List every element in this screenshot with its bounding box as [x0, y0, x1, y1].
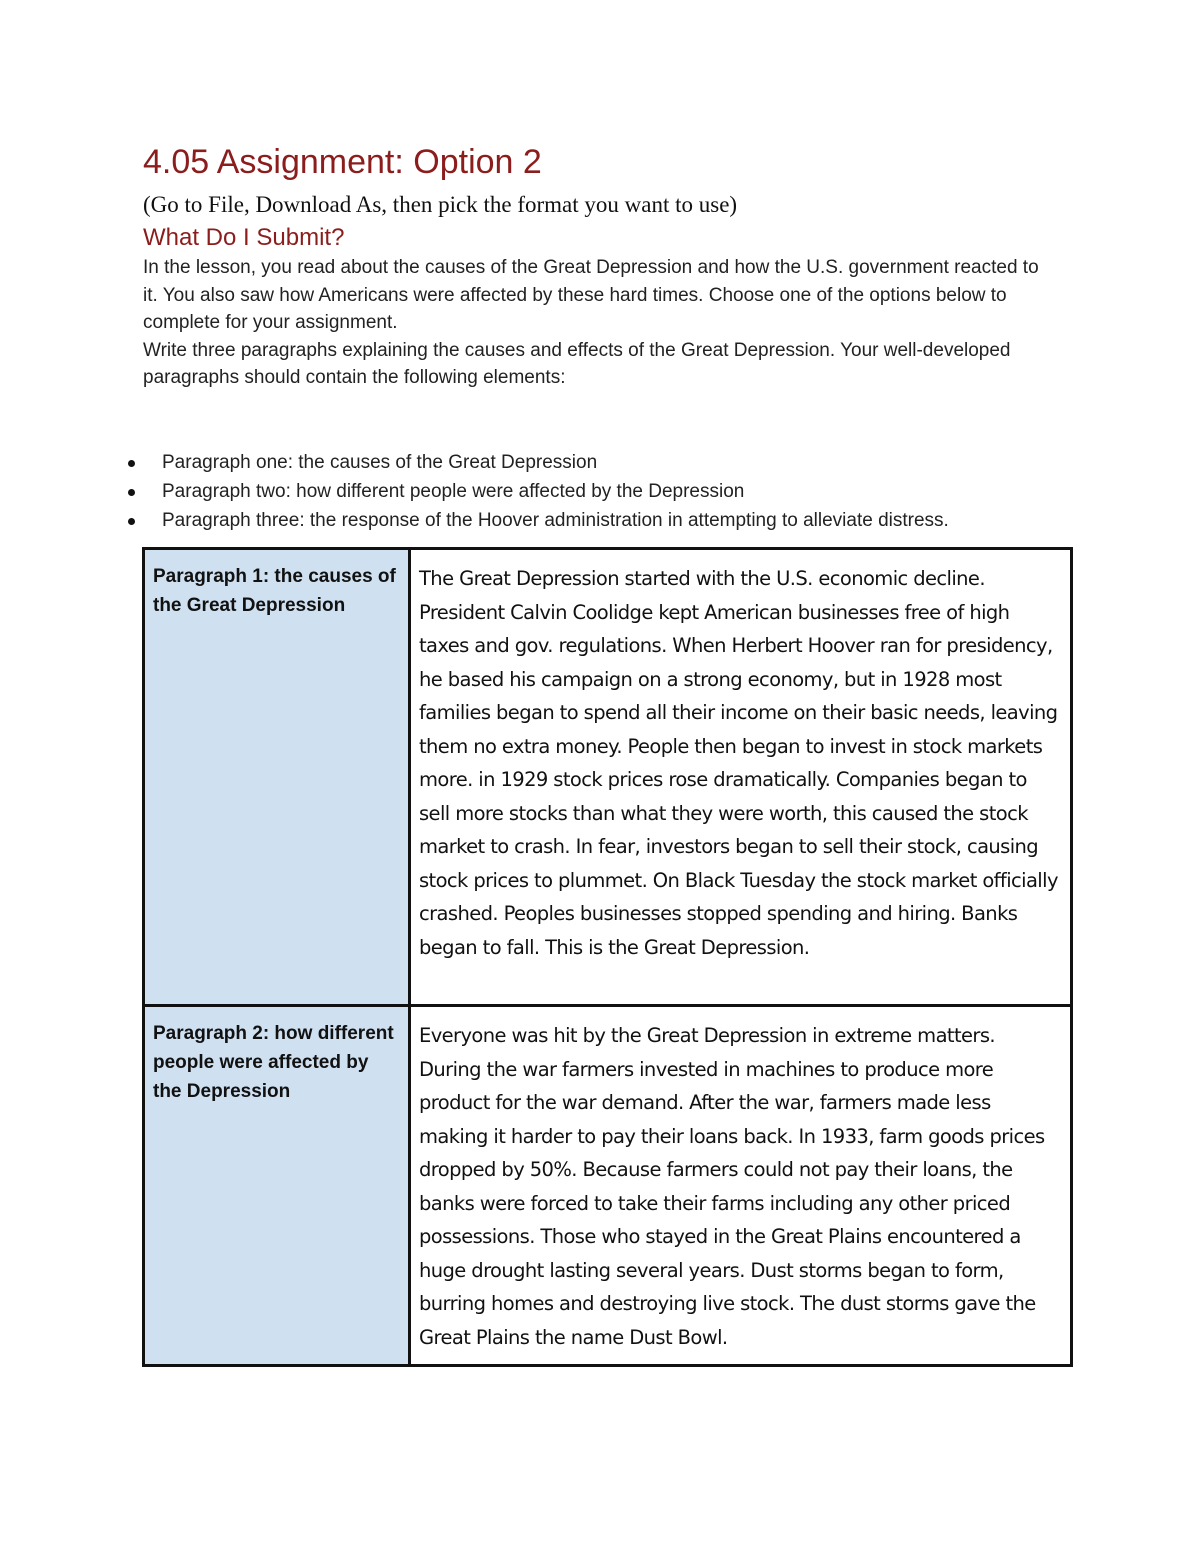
answer-table [142, 547, 1073, 1367]
list-item-text: Paragraph two: how different people were affected by the Depression [162, 480, 745, 502]
list-item-text: Paragraph one: the causes of the Great Depression [162, 451, 598, 473]
list-item [143, 448, 1073, 477]
table-row [144, 549, 1072, 1006]
row-content[interactable]: Everyone was hit by the Great Depression in extreme matters. During the war farmers invested in machines to produce more product for the war demand. After the war, farmers made less making it harder to pay their loans back. In 1933, farm goods prices dropped by 50%. Because farmers could not pay their loans, the banks were forced to take their farms including any other priced possessions. Those who stayed in the Great Plains encountered a huge drought lasting several years. Dust storms began to form, burring homes and destroying live stock. The dust storms gave the Great Plains the name Dust Bowl. [410, 1006, 1072, 1366]
download-instructions: (Go to File, Download As, then pick the format you want to use) [143, 192, 738, 217]
bullet-icon [128, 489, 135, 496]
list-item-text: Paragraph three: the response of the Hoover administration in attempting to alleviate distress. [162, 509, 949, 531]
bullet-icon [128, 460, 135, 467]
requirements-list [143, 448, 1073, 535]
assignment-page [143, 140, 1073, 535]
intro-paragraph: In the lesson, you read about the causes of the Great Depression and how the U.S. government reacted to it. You also saw how Americans were affected by these hard times. Choose one of the options below to complete for your assignment. [143, 257, 1039, 333]
bullet-icon [128, 518, 135, 525]
row-label: Paragraph 2: how different people were affected by the Depression [144, 1006, 410, 1366]
row-label: Paragraph 1: the causes of the Great Depression [144, 549, 410, 1006]
page-title: 4.05 Assignment: Option 2 [143, 143, 542, 181]
row-content[interactable]: The Great Depression started with the U.S. economic decline. President Calvin Coolidge kept American businesses free of high taxes and gov. regulations. When Herbert Hoover ran for presidency, he based his campaign on a strong economy, but in 1928 most families began to spend all their income on their basic needs, leaving them no extra money. People then began to invest in stock markets more. in 1929 stock prices rose dramatically. Companies began to sell more stocks than what they were worth, this caused the stock market to crash. In fear, investors began to sell their stock, causing stock prices to plummet. On Black Tuesday the stock market officially crashed. Peoples businesses stopped spending and hiring. Banks began to fall. This is the Great Depression. [410, 549, 1072, 1006]
list-item [143, 506, 1073, 535]
table-row [144, 1006, 1072, 1366]
instructions-paragraph: Write three paragraphs explaining the causes and effects of the Great Depression. Your well-developed paragraphs should contain the following elements: [143, 339, 1011, 388]
list-item [143, 477, 1073, 506]
section-heading: What Do I Submit? [143, 224, 345, 251]
